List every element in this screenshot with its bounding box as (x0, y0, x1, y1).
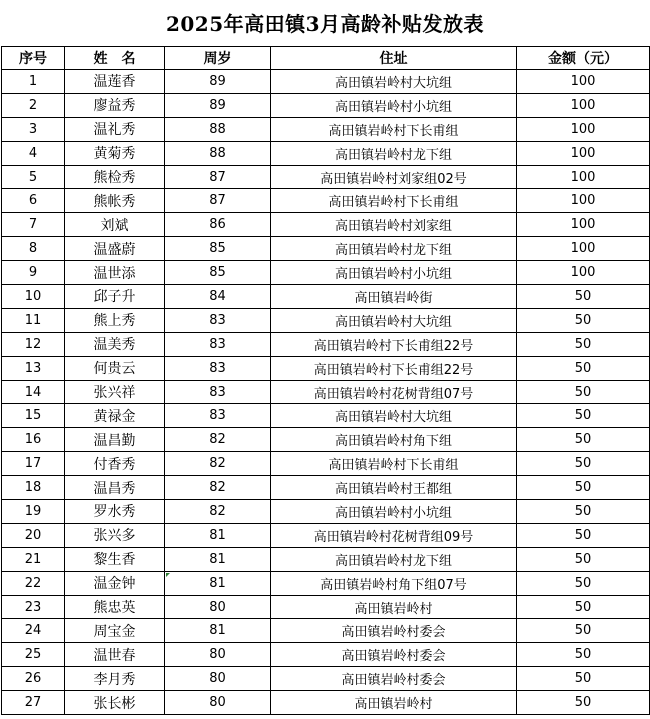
table-row (2, 189, 650, 213)
cell-amount: 50 (517, 380, 650, 404)
cell-amount: 50 (517, 332, 650, 356)
cell-name: 温世添 (65, 261, 165, 285)
cell-name: 温金钟 (65, 571, 165, 595)
table-row (2, 667, 650, 691)
cell-name: 熊忠英 (65, 595, 165, 619)
cell-amount: 50 (517, 595, 650, 619)
cell-age: 87 (165, 165, 271, 189)
table-row (2, 261, 650, 285)
cell-index: 18 (2, 476, 65, 500)
cell-amount: 50 (517, 476, 650, 500)
cell-age: 83 (165, 332, 271, 356)
cell-address: 高田镇岩岭村下长甫组22号 (271, 356, 517, 380)
table-row (2, 476, 650, 500)
table-row (2, 643, 650, 667)
cell-age: 89 (165, 70, 271, 94)
cell-age: 80 (165, 595, 271, 619)
cell-amount: 100 (517, 141, 650, 165)
cell-index: 27 (2, 691, 65, 715)
cell-address: 高田镇岩岭村角下组07号 (271, 571, 517, 595)
cell-index: 15 (2, 404, 65, 428)
table-row (2, 285, 650, 309)
cell-age: 83 (165, 380, 271, 404)
cell-index: 13 (2, 356, 65, 380)
cell-index: 24 (2, 619, 65, 643)
cell-amount: 50 (517, 285, 650, 309)
cell-index: 5 (2, 165, 65, 189)
cell-name: 温世春 (65, 643, 165, 667)
cell-address: 高田镇岩岭村小坑组 (271, 261, 517, 285)
cell-age: 85 (165, 237, 271, 261)
cell-index: 16 (2, 428, 65, 452)
cell-address: 高田镇岩岭村花树背组09号 (271, 523, 517, 547)
cell-address: 高田镇岩岭村刘家组02号 (271, 165, 517, 189)
cell-address: 高田镇岩岭村 (271, 595, 517, 619)
table-row (2, 308, 650, 332)
cell-name: 黄菊秀 (65, 141, 165, 165)
cell-name: 周宝金 (65, 619, 165, 643)
cell-index: 12 (2, 332, 65, 356)
cell-address: 高田镇岩岭村小坑组 (271, 500, 517, 524)
cell-name: 罗水秀 (65, 500, 165, 524)
cell-address: 高田镇岩岭村委会 (271, 643, 517, 667)
cell-index: 4 (2, 141, 65, 165)
cell-address: 高田镇岩岭村龙下组 (271, 141, 517, 165)
cell-age: 82 (165, 428, 271, 452)
cell-index: 9 (2, 261, 65, 285)
cell-index: 3 (2, 117, 65, 141)
cell-age: 83 (165, 308, 271, 332)
cell-amount: 100 (517, 261, 650, 285)
cell-amount: 50 (517, 547, 650, 571)
cell-amount: 100 (517, 93, 650, 117)
cell-age: 88 (165, 141, 271, 165)
cell-index: 1 (2, 70, 65, 94)
table-row (2, 523, 650, 547)
cell-address: 高田镇岩岭村大坑组 (271, 308, 517, 332)
cell-index: 22 (2, 571, 65, 595)
cell-address: 高田镇岩岭村小坑组 (271, 93, 517, 117)
cell-name: 张长彬 (65, 691, 165, 715)
table-row (2, 571, 650, 595)
cell-name: 张兴多 (65, 523, 165, 547)
cell-amount: 100 (517, 165, 650, 189)
cell-age: 85 (165, 261, 271, 285)
cell-index: 2 (2, 93, 65, 117)
subsidy-table (1, 46, 650, 715)
cell-index: 20 (2, 523, 65, 547)
cell-address: 高田镇岩岭村大坑组 (271, 404, 517, 428)
header-address: 住址 (271, 47, 517, 70)
cell-amount: 50 (517, 356, 650, 380)
cell-name: 熊帐秀 (65, 189, 165, 213)
cell-age: 82 (165, 500, 271, 524)
cell-index: 25 (2, 643, 65, 667)
table-body (2, 70, 650, 715)
header-index: 序号 (2, 47, 65, 70)
cell-amount: 50 (517, 428, 650, 452)
table-row (2, 70, 650, 94)
cell-age: 80 (165, 691, 271, 715)
header-amount: 金额（元） (517, 47, 650, 70)
cell-address: 高田镇岩岭村下长甫组 (271, 117, 517, 141)
cell-address: 高田镇岩岭村角下组 (271, 428, 517, 452)
cell-index: 6 (2, 189, 65, 213)
table-row (2, 165, 650, 189)
cell-address: 高田镇岩岭村下长甫组 (271, 452, 517, 476)
cell-name: 邱子升 (65, 285, 165, 309)
cell-address: 高田镇岩岭村 (271, 691, 517, 715)
cell-age: 82 (165, 452, 271, 476)
table-row (2, 619, 650, 643)
table-row (2, 380, 650, 404)
header-name: 姓 名 (65, 47, 165, 70)
cell-index: 23 (2, 595, 65, 619)
table-row (2, 356, 650, 380)
cell-index: 14 (2, 380, 65, 404)
cell-amount: 50 (517, 404, 650, 428)
page-title: 2025年高田镇3月高龄补贴发放表 (165, 12, 485, 36)
cell-name: 熊检秀 (65, 165, 165, 189)
cell-name: 廖益秀 (65, 93, 165, 117)
cell-index: 7 (2, 213, 65, 237)
cell-address: 高田镇岩岭村委会 (271, 619, 517, 643)
table-row (2, 141, 650, 165)
table-row (2, 691, 650, 715)
table-row (2, 332, 650, 356)
cell-name: 付香秀 (65, 452, 165, 476)
table-row (2, 428, 650, 452)
table-header-row (2, 47, 650, 70)
cell-index: 8 (2, 237, 65, 261)
cell-name: 温礼秀 (65, 117, 165, 141)
cell-amount: 100 (517, 237, 650, 261)
cell-amount: 100 (517, 117, 650, 141)
cell-address: 高田镇岩岭村龙下组 (271, 547, 517, 571)
cell-age: 89 (165, 93, 271, 117)
table-row (2, 213, 650, 237)
cell-age: 80 (165, 667, 271, 691)
table-row (2, 452, 650, 476)
cell-address: 高田镇岩岭村刘家组 (271, 213, 517, 237)
cell-address: 高田镇岩岭街 (271, 285, 517, 309)
cell-amount: 50 (517, 691, 650, 715)
cell-age: 86 (165, 213, 271, 237)
cell-index: 17 (2, 452, 65, 476)
cell-age: 81 (165, 571, 271, 595)
cell-age: 87 (165, 189, 271, 213)
cell-address: 高田镇岩岭村下长甫组22号 (271, 332, 517, 356)
cell-amount: 50 (517, 500, 650, 524)
cell-amount: 100 (517, 70, 650, 94)
table-row (2, 237, 650, 261)
cell-name: 刘斌 (65, 213, 165, 237)
cell-index: 11 (2, 308, 65, 332)
cell-age: 84 (165, 285, 271, 309)
cell-name: 温美秀 (65, 332, 165, 356)
cell-name: 何贵云 (65, 356, 165, 380)
cell-address: 高田镇岩岭村龙下组 (271, 237, 517, 261)
cell-age: 88 (165, 117, 271, 141)
cell-age: 83 (165, 404, 271, 428)
cell-age: 83 (165, 356, 271, 380)
cell-name: 张兴祥 (65, 380, 165, 404)
cell-name: 温昌秀 (65, 476, 165, 500)
cell-amount: 50 (517, 643, 650, 667)
cell-amount: 100 (517, 213, 650, 237)
cell-address: 高田镇岩岭村下长甫组 (271, 189, 517, 213)
table-row (2, 595, 650, 619)
cell-name: 李月秀 (65, 667, 165, 691)
cell-name: 温莲香 (65, 70, 165, 94)
table-row (2, 500, 650, 524)
cell-amount: 50 (517, 523, 650, 547)
cell-index: 21 (2, 547, 65, 571)
cell-name: 温昌勤 (65, 428, 165, 452)
table-row (2, 117, 650, 141)
cell-amount: 50 (517, 619, 650, 643)
cell-amount: 50 (517, 571, 650, 595)
table-row (2, 404, 650, 428)
cell-index: 19 (2, 500, 65, 524)
cell-amount: 50 (517, 308, 650, 332)
cell-index: 10 (2, 285, 65, 309)
cell-address: 高田镇岩岭村花树背组07号 (271, 380, 517, 404)
cell-address: 高田镇岩岭村王都组 (271, 476, 517, 500)
cell-age: 80 (165, 643, 271, 667)
cell-name: 黄禄金 (65, 404, 165, 428)
cell-index: 26 (2, 667, 65, 691)
cell-address: 高田镇岩岭村大坑组 (271, 70, 517, 94)
cell-name: 黎生香 (65, 547, 165, 571)
header-age: 周岁 (165, 47, 271, 70)
cell-name: 熊上秀 (65, 308, 165, 332)
cell-address: 高田镇岩岭村委会 (271, 667, 517, 691)
cell-age: 82 (165, 476, 271, 500)
cell-amount: 100 (517, 189, 650, 213)
table-row (2, 93, 650, 117)
table-row (2, 547, 650, 571)
cell-age: 81 (165, 619, 271, 643)
cell-amount: 50 (517, 452, 650, 476)
cell-age: 81 (165, 547, 271, 571)
cell-age: 81 (165, 523, 271, 547)
cell-name: 温盛蔚 (65, 237, 165, 261)
cell-amount: 50 (517, 667, 650, 691)
